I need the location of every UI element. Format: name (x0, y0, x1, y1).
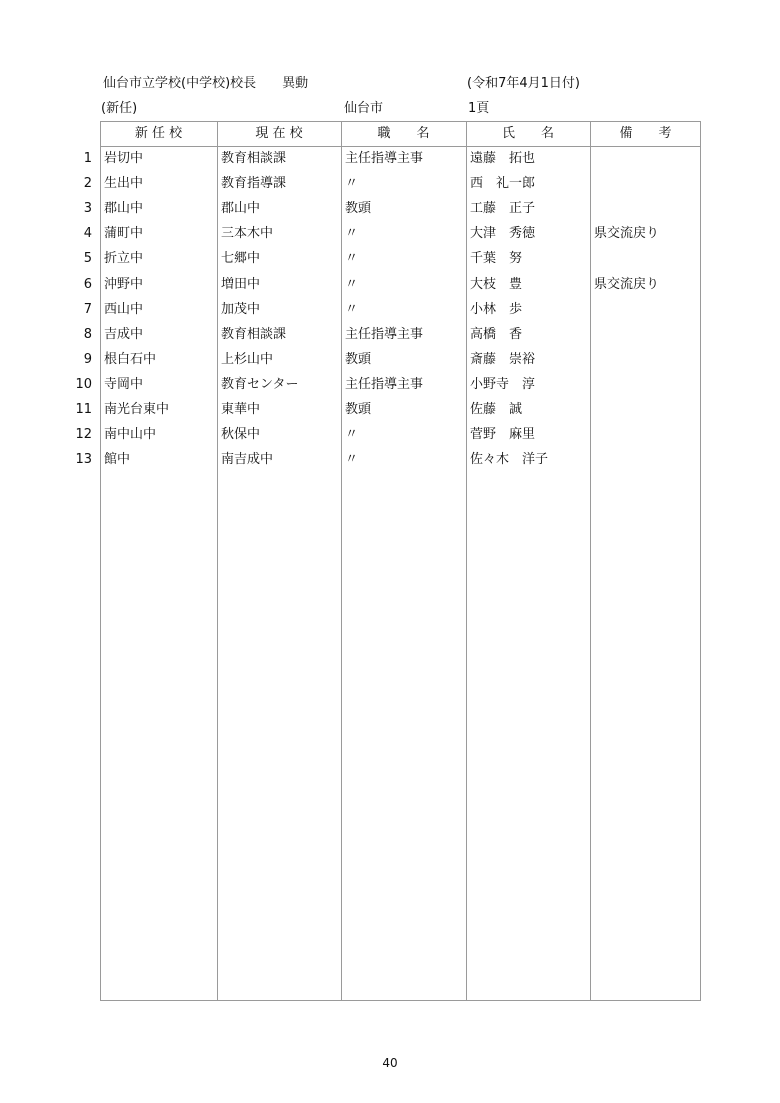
position-cell: 主任指導主事 (345, 151, 424, 166)
table-row (0, 252, 780, 277)
row-number: 10 (75, 376, 92, 392)
new-school-cell: 折立中 (104, 251, 144, 267)
table-row (0, 278, 780, 303)
row-number: 6 (83, 276, 92, 292)
position-cell: 教頭 (345, 351, 372, 367)
table-row (0, 453, 780, 478)
row-number: 13 (75, 452, 92, 468)
name-cell: 佐藤 誠 (470, 402, 523, 417)
row-number: 5 (83, 251, 92, 267)
position-cell: 〃 (345, 452, 359, 468)
row-number: 8 (83, 326, 92, 342)
row-number: 4 (83, 226, 92, 242)
current-school-cell: 教育相談課 (221, 326, 287, 342)
position-cell: 主任指導主事 (345, 376, 424, 392)
column-header-position: 職 名 (377, 126, 430, 141)
table-row (0, 152, 780, 177)
current-school-cell: 秋保中 (221, 427, 261, 443)
table-row (0, 177, 780, 202)
document-title: 仙台市立学校(中学校)校長 異動 (103, 76, 309, 91)
name-cell: 工藤 正子 (470, 201, 536, 217)
position-cell: 〃 (345, 251, 359, 267)
current-school-cell: 加茂中 (221, 301, 261, 317)
name-cell: 遠藤 拓也 (470, 151, 536, 166)
new-school-cell: 根白石中 (104, 351, 157, 367)
name-cell: 斎藤 崇裕 (470, 351, 536, 367)
name-cell: 小林 歩 (470, 301, 523, 317)
new-school-cell: 生出中 (104, 176, 144, 192)
position-cell: 〃 (345, 176, 359, 192)
name-cell: 千葉 努 (470, 251, 523, 267)
row-number: 12 (75, 427, 92, 443)
new-school-cell: 沖野中 (104, 276, 144, 292)
column-header-remarks: 備 考 (619, 126, 672, 141)
new-school-cell: 寺岡中 (104, 376, 144, 392)
position-cell: 〃 (345, 301, 359, 317)
new-school-cell: 西山中 (104, 301, 144, 317)
table-row (0, 227, 780, 252)
row-number: 7 (83, 301, 92, 317)
table-row (0, 202, 780, 227)
header-divider (101, 146, 700, 147)
row-number: 11 (75, 402, 92, 417)
current-school-cell: 三本木中 (221, 226, 274, 242)
current-school-cell: 教育指導課 (221, 176, 287, 192)
remarks-cell: 県交流戻り (594, 226, 660, 242)
current-school-cell: 七郷中 (221, 251, 261, 267)
row-number: 3 (83, 201, 92, 217)
current-school-cell: 増田中 (221, 276, 261, 292)
city-label: 仙台市 (344, 101, 384, 116)
position-cell: 〃 (345, 226, 359, 242)
current-school-cell: 教育相談課 (221, 151, 287, 166)
new-school-cell: 館中 (104, 452, 131, 468)
name-cell: 西 礼一郎 (470, 176, 536, 192)
position-cell: 教頭 (345, 201, 372, 217)
position-cell: 教頭 (345, 402, 372, 417)
name-cell: 小野寺 淳 (470, 376, 536, 392)
column-header-name: 氏 名 (501, 126, 554, 141)
name-cell: 大津 秀徳 (470, 226, 536, 242)
position-cell: 〃 (345, 276, 359, 292)
table-row (0, 328, 780, 353)
table-row (0, 403, 780, 428)
name-cell: 大枝 豊 (470, 276, 523, 292)
position-cell: 主任指導主事 (345, 326, 424, 342)
new-school-cell: 吉成中 (104, 326, 144, 342)
table-row (0, 303, 780, 328)
current-school-cell: 東華中 (221, 402, 261, 417)
new-school-cell: 岩切中 (104, 151, 144, 166)
row-number: 2 (83, 176, 92, 192)
page-number: 40 (382, 1056, 398, 1070)
table-row (0, 428, 780, 453)
section-label: (新任) (101, 101, 138, 116)
table-row (0, 378, 780, 403)
new-school-cell: 南中山中 (104, 427, 157, 443)
current-school-cell: 教育センター (221, 376, 299, 392)
page-reference: 1頁 (468, 101, 490, 116)
current-school-cell: 郡山中 (221, 201, 261, 217)
remarks-cell: 県交流戻り (594, 276, 660, 292)
row-number: 1 (83, 151, 92, 166)
new-school-cell: 郡山中 (104, 201, 144, 217)
name-cell: 菅野 麻里 (470, 427, 536, 443)
new-school-cell: 蒲町中 (104, 226, 144, 242)
row-number: 9 (83, 351, 92, 367)
new-school-cell: 南光台東中 (104, 402, 170, 417)
name-cell: 高橋 香 (470, 326, 523, 342)
position-cell: 〃 (345, 427, 359, 443)
effective-date: (令和7年4月1日付) (467, 76, 580, 91)
name-cell: 佐々木 洋子 (470, 452, 549, 468)
current-school-cell: 上杉山中 (221, 351, 274, 367)
current-school-cell: 南吉成中 (221, 452, 274, 468)
column-header-current-school: 現 在 校 (255, 126, 303, 141)
column-header-new-school: 新 任 校 (134, 126, 183, 141)
table-row (0, 353, 780, 378)
